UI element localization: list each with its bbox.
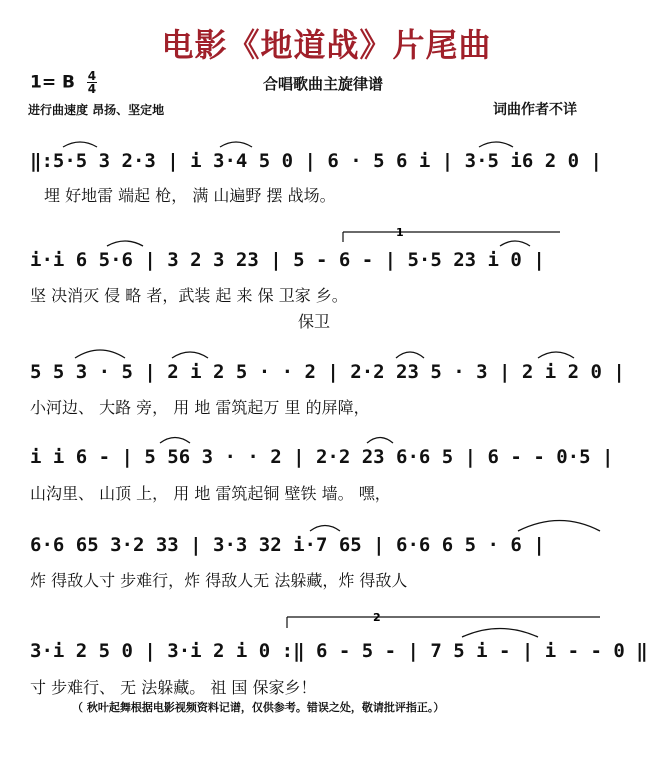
volta-bracket-2: [287, 617, 600, 628]
time-top: 4: [87, 69, 97, 83]
lyrics-row-6: 寸 步难行、 无 法躲藏。 祖 国 保家乡！: [30, 678, 317, 697]
notation-row-3: 5 5 3 · 5 | 2 i 2 5 · · 2 | 2·2 23 5 · 3 | 2 i 2 0 |: [30, 361, 625, 383]
notation-row-6: 3·i 2 5 0 | 3·i 2 i 0 :‖ 6 - 5 - | 7 5 i - | i - - 0 ‖: [30, 640, 648, 662]
footnote: （ 秋叶起舞根据电影视频资料记谱，仅供参考。错误之处，敬请批评指正。）: [72, 701, 445, 714]
notation-row-5: 6·6 65 3·2 33 | 3·3 32 i·7 65 | 6·6 6 5 · 6 |: [30, 534, 545, 556]
notation-row-1: ‖:5·5 3 2·3 | i 3·4 5 0 | 6 · 5 6 i | 3·5 i6 2 0 |: [30, 150, 602, 172]
lyrics-row-1: 埋 好地雷 端起 枪， 满 山遍野 摆 战场。: [44, 186, 336, 205]
lyrics-row-3: 小河边、 大路 旁， 用 地 雷筑起万 里 的屏障，: [30, 398, 370, 417]
volta-1-number: 1: [396, 226, 404, 239]
lyrics-row-2: 坚 决消灭 侵 略 者，武装 起 来 保 卫家 乡。: [30, 286, 348, 305]
tempo-marking: 进行曲速度 昂扬、坚定地: [28, 103, 165, 117]
volta-bracket-1: [343, 232, 560, 242]
key-label: 1= B: [30, 72, 75, 93]
volta-2-number: 2: [373, 611, 381, 624]
notation-row-4: i i 6 - | 5 56 3 · · 2 | 2·2 23 6·6 5 | 6 - - 0·5 |: [30, 446, 614, 468]
lyrics-row-2-alt: 保卫: [298, 312, 331, 331]
notation-row-2: i·i 6 5·6 | 3 2 3 23 | 5 - 6 - | 5·5 23 i 0 |: [30, 249, 545, 271]
authors-note: 词曲作者不详: [493, 102, 577, 118]
lyrics-row-5: 炸 得敌人寸 步难行，炸 得敌人无 法躲藏，炸 得敌人: [30, 571, 408, 590]
song-title: 电影《地道战》片尾曲: [161, 26, 492, 64]
time-bottom: 4: [87, 82, 97, 96]
lyrics-row-4: 山沟里、 山顶 上， 用 地 雷筑起铜 壁铁 墙。 嘿，: [30, 484, 391, 503]
score-subtitle: 合唱歌曲主旋律谱: [263, 75, 384, 93]
